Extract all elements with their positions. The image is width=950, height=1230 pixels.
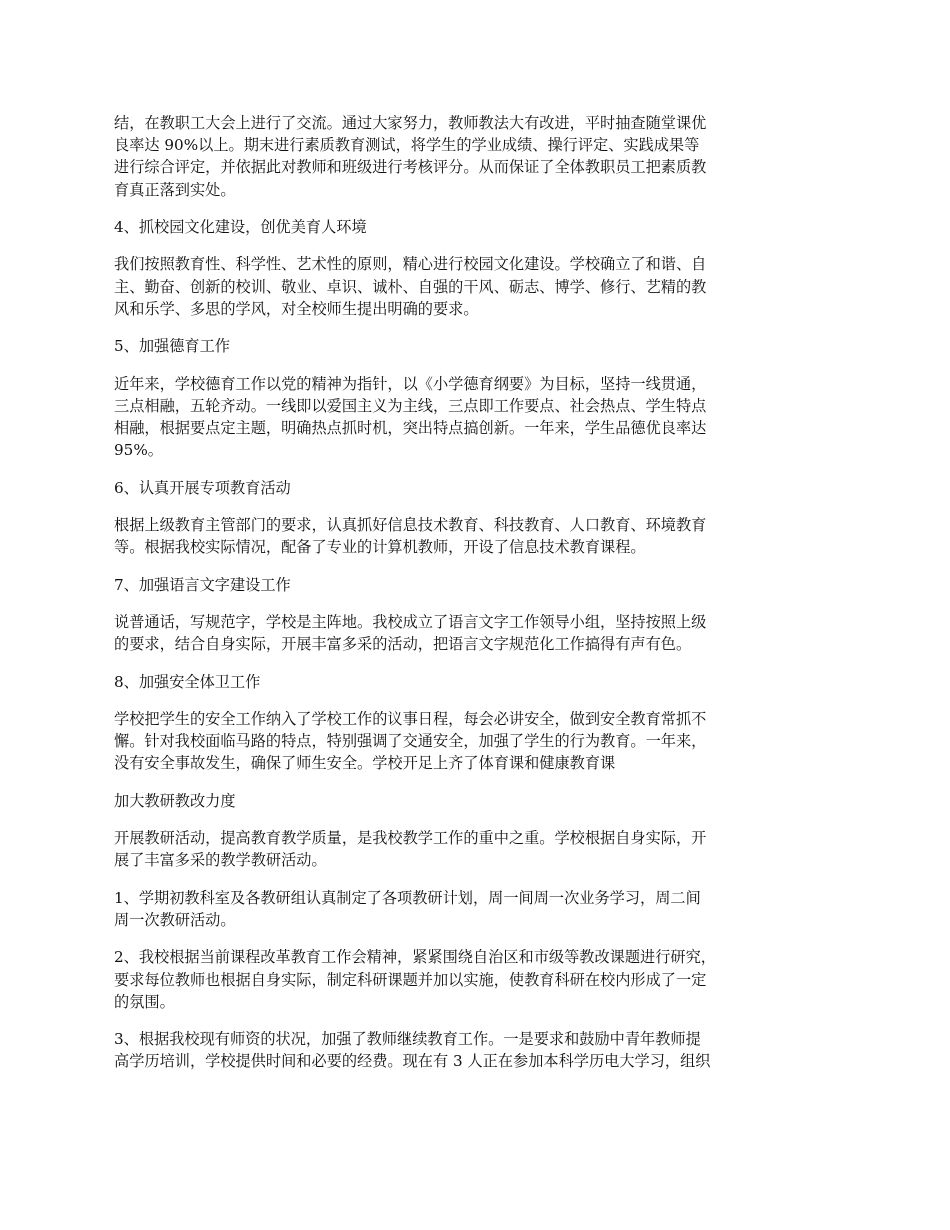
document-page [114,112,842,1088]
text-line: 1、学期初教科室及各教研组认真制定了各项教研计划，周一间周一次业务学习，周二间 [114,888,701,907]
text-line: 5、加强德育工作 [114,337,230,356]
text-line: 风和乐学、多思的学风，对全校师生提出明确的要求。 [114,299,479,318]
text-line: 说普通话，写规范字，学校是主阵地。我校成立了语言文字工作领导小组，坚持按照上级 [114,612,707,631]
text-line: 高学历培训，学校提供时间和必要的经费。现在有 3 人正在参加本科学历电大学习，组织 [114,1052,711,1071]
text-line: 良率达 90%以上。期末进行素质教育测试，将学生的学业成绩、操行评定、实践成果等 [114,136,700,155]
paragraph [114,827,842,871]
text-line: 学校把学生的安全工作纳入了学校工作的议事日程，每会必讲安全，做到安全教育常抓不 [114,709,707,728]
text-line: 等。根据我校实际情况，配备了专业的计算机教师，开设了信息技术教育课程。 [114,538,646,557]
text-line: 进行综合评定，并依据此对教师和班级进行考核评分。从而保证了全体教职员工把素质教 [114,158,707,177]
paragraph [114,611,842,655]
paragraph [114,946,842,1013]
text-line: 8、加强安全体卫工作 [114,672,261,691]
section-heading [114,477,842,499]
paragraph [114,1028,842,1072]
text-line: 7、加强语言文字建设工作 [114,575,291,594]
text-line: 根据上级教育主管部门的要求，认真抓好信息技术教育、科技教育、人口教育、环境教育 [114,515,707,534]
paragraph [114,887,842,931]
text-line: 4、抓校园文化建设，创优美育人环境 [114,218,367,236]
text-line: 没有安全事故发生，确保了师生安全。学校开足上齐了体育课和健康教育课 [114,754,616,773]
paragraph [114,514,842,558]
paragraph [114,112,842,201]
paragraph [114,373,842,462]
text-line: 要求每位教师也根据自身实际，制定科研课题并加以实施，使教育科研在校内形成了一定 [114,970,707,989]
text-line: 周一次教研活动。 [114,910,236,929]
text-line: 6、认真开展专项教育活动 [114,478,291,497]
text-line: 的要求，结合自身实际，开展丰富多采的活动，把语言文字规范化工作搞得有声有色。 [114,635,692,654]
paragraph [114,708,842,775]
text-line: 展了丰富多采的教学教研活动。 [114,851,327,870]
text-line: 结，在教职工大会上进行了交流。通过大家努力，教师教法大有改进，平时抽查随堂课优 [114,114,707,132]
text-line: 育真正落到实处。 [114,180,236,199]
text-line: 加大教研教改力度 [114,791,236,810]
text-line: 95%。 [114,441,163,460]
text-line: 相融，根据要点定主题，明确热点抓时机，突出特点搞创新。一年来，学生品德优良率达 [114,418,707,437]
section-heading [114,671,842,693]
section-heading [114,574,842,596]
text-line: 2、我校根据当前课程改革教育工作会精神，紧紧围绕自治区和市级等教改课题进行研究， [114,948,716,967]
text-line: 开展教研活动，提高教育教学质量，是我校教学工作的重中之重。学校根据自身实际，开 [114,829,707,848]
text-line: 近年来，学校德育工作以党的精神为指针，以《小学德育纲要》为目标，坚持一线贯通， [114,374,707,393]
text-line: 三点相融，五轮齐动。一线即以爱国主义为主线，三点即工作要点、社会热点、学生特点 [114,396,707,415]
section-heading [114,335,842,357]
text-line: 懈。针对我校面临马路的特点，特别强调了交通安全，加强了学生的行为教育。一年来， [114,732,707,751]
paragraph [114,253,842,320]
section-heading [114,790,842,812]
section-heading [114,216,842,238]
text-line: 主、勤奋、创新的校训、敬业、卓识、诚朴、自强的干风、砺志、博学、修行、艺精的教 [114,277,707,296]
text-line: 的氛围。 [114,992,175,1011]
text-line: 我们按照教育性、科学性、艺术性的原则，精心进行校园文化建设。学校确立了和谐、自 [114,255,707,274]
text-line: 3、根据我校现有师资的状况，加强了教师继续教育工作。一是要求和鼓励中青年教师提 [114,1030,701,1049]
